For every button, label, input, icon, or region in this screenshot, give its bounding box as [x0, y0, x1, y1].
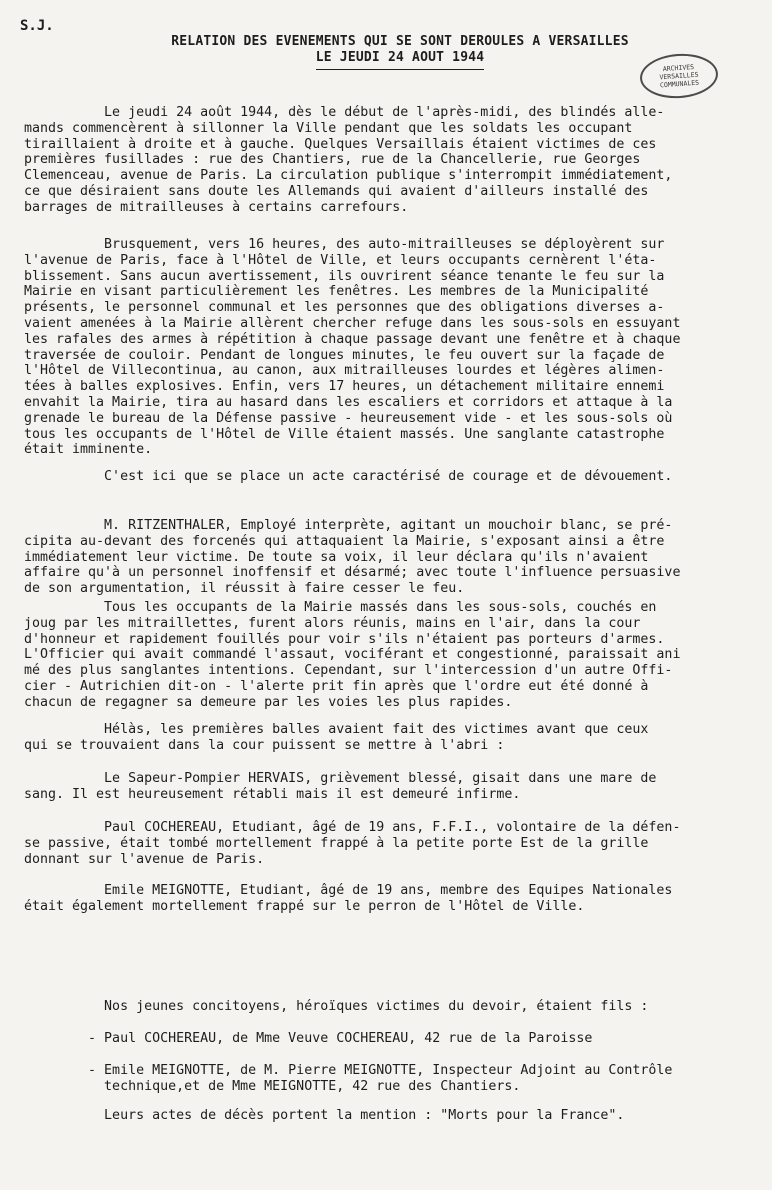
text-line: Le jeudi 24 août 1944, dès le début de l'après-midi, des blindés alle- — [24, 105, 665, 120]
reference-initials: S.J. — [20, 18, 54, 34]
text-line: traversée de couloir. Pendant de longues minutes, le feu ouvert sur la façade de — [24, 347, 665, 363]
paragraph-5 — [24, 600, 704, 711]
closing-paragraph-4 — [24, 1108, 704, 1124]
text-line: Le Sapeur-Pompier HERVAIS, grièvement blessé, gisait dans une mare de — [24, 771, 657, 786]
stamp-line-2: VERSAILLES — [659, 70, 699, 82]
text-line: joug par les mitraillettes, furent alors réunis, mains en l'air, dans la cour — [24, 615, 641, 631]
text-line: tiraillaient à droite et à gauche. Quelques Versaillais étaient victimes de ces — [24, 136, 657, 152]
text-line: barrages de mitrailleuses à certains carrefours. — [24, 199, 409, 215]
text-line: C'est ici que se place un acte caractérisé de courage et de dévouement. — [24, 469, 673, 484]
text-line: était également mortellement frappé sur le perron de l'Hôtel de Ville. — [24, 898, 585, 914]
text-line: ce que désiraient sans doute les Allemands qui avaient d'ailleurs installé des — [24, 183, 649, 199]
text-line: présents, le personnel communal et les personnes que des obligations diverses a- — [24, 300, 665, 316]
closing-paragraph-2 — [24, 1031, 704, 1047]
paragraph-7 — [24, 771, 704, 803]
stamp-line-1: ARCHIVES — [662, 62, 695, 74]
text-line: tous les occupants de l'Hôtel de Ville étaient massés. Une sanglante catastrophe — [24, 426, 665, 442]
text-line: mands commencèrent à sillonner la Ville pendant que les soldats les occupant — [24, 120, 633, 136]
text-line: premières fusillades : rue des Chantiers, rue de la Chancellerie, rue Georges — [24, 152, 641, 168]
text-line: - Emile MEIGNOTTE, de M. Pierre MEIGNOTTE, Inspecteur Adjoint au Contrôle — [24, 1063, 673, 1078]
document-title — [150, 34, 650, 70]
title-line-1: RELATION DES EVENEMENTS QUI SE SONT DEROULES A VERSAILLES — [171, 34, 629, 49]
text-line: Paul COCHEREAU, Etudiant, âgé de 19 ans, F.F.I., volontaire de la défen- — [24, 820, 681, 835]
paragraph-8 — [24, 820, 704, 867]
text-line: immédiatement leur victime. De toute sa voix, il leur déclara qu'ils n'avaient — [24, 549, 649, 565]
paragraph-4 — [24, 518, 704, 597]
text-line: blissement. Sans aucun avertissement, ils ouvrirent séance tenante le feu sur la — [24, 268, 665, 284]
text-line: Emile MEIGNOTTE, Etudiant, âgé de 19 ans, membre des Equipes Nationales — [24, 883, 673, 898]
text-line: Nos jeunes concitoyens, héroïques victimes du devoir, étaient fils : — [24, 999, 649, 1014]
text-line: cier - Autrichien dit-on - l'alerte prit fin après que l'ordre eut été donné à — [24, 678, 649, 694]
text-line: M. RITZENTHALER, Employé interprète, agitant un mouchoir blanc, se pré- — [24, 518, 673, 533]
text-line: sang. Il est heureusement rétabli mais il est demeuré infirme. — [24, 786, 521, 802]
text-line: - Paul COCHEREAU, de Mme Veuve COCHEREAU, 42 rue de la Paroisse — [24, 1031, 593, 1046]
text-line: qui se trouvaient dans la cour puissent se mettre à l'abri : — [24, 737, 505, 753]
text-line: Brusquement, vers 16 heures, des auto-mitrailleuses se déployèrent sur — [24, 237, 665, 252]
text-line: d'honneur et rapidement fouillés pour voir s'ils n'étaient pas porteurs d'armes. — [24, 631, 665, 647]
text-line: chacun de regagner sa demeure par les voies les plus rapides. — [24, 694, 513, 710]
archive-stamp — [639, 51, 720, 100]
text-line: Leurs actes de décès portent la mention : "Morts pour la France". — [24, 1108, 625, 1123]
paragraph-9 — [24, 883, 704, 915]
paragraph-6 — [24, 722, 704, 754]
title-line-2: LE JEUDI 24 AOUT 1944 — [316, 50, 485, 70]
text-line: Clemenceau, avenue de Paris. La circulation publique s'interrompit immédiatement, — [24, 168, 673, 184]
closing-paragraph-1 — [24, 999, 704, 1015]
text-line: envahit la Mairie, tira au hasard dans les escaliers et corridors et attaque à la — [24, 394, 673, 410]
text-line: était imminente. — [24, 442, 153, 458]
text-line: Hélàs, les premières balles avaient fait des victimes avant que ceux — [24, 722, 649, 737]
text-line: l'avenue de Paris, face à l'Hôtel de Ville, et leurs occupants cernèrent l'éta- — [24, 252, 657, 268]
paragraph-1 — [24, 105, 704, 216]
paragraph-3 — [24, 469, 704, 485]
text-line: L'Officier qui avait commandé l'assaut, vociférant et congestionné, paraissait ani — [24, 647, 681, 663]
text-line: les rafales des armes à répétition à chaque passage devant une fenêtre et à chaque — [24, 331, 681, 347]
text-line: se passive, était tombé mortellement frappé à la petite porte Est de la grille — [24, 835, 649, 851]
paragraph-2 — [24, 237, 704, 458]
text-line: vaient amenées à la Mairie allèrent chercher refuge dans les sous-sols en essuyant — [24, 315, 681, 331]
text-line: affaire qu'à un personnel inoffensif et désarmé; avec toute l'influence persuasive — [24, 565, 681, 581]
text-line: donnant sur l'avenue de Paris. — [24, 851, 265, 867]
text-line: l'Hôtel de Villecontinua, au canon, aux mitrailleuses lourdes et légères alimen- — [24, 363, 665, 379]
text-line: Mairie en visant particulièrement les fenêtres. Les membres de la Municipalité — [24, 284, 649, 300]
text-line: cipita au-devant des forcenés qui attaquaient la Mairie, s'exposant ainsi a être — [24, 533, 665, 549]
stamp-line-3: COMMUNALES — [659, 78, 700, 90]
text-line: tées à balles explosives. Enfin, vers 17 heures, un détachement militaire ennemi — [24, 379, 665, 395]
text-line: de son argumentation, il réussit à faire cesser le feu. — [24, 581, 465, 597]
text-line: grenade le bureau de la Défense passive - heureusement vide - et les sous-sols où — [24, 410, 673, 426]
text-line: mé des plus sanglantes intentions. Cependant, sur l'intercession d'un autre Offi- — [24, 663, 673, 679]
text-line: Tous les occupants de la Mairie massés dans les sous-sols, couchés en — [24, 600, 657, 615]
closing-paragraph-3 — [24, 1063, 704, 1095]
text-line: technique,et de Mme MEIGNOTTE, 42 rue des Chantiers. — [24, 1078, 521, 1094]
